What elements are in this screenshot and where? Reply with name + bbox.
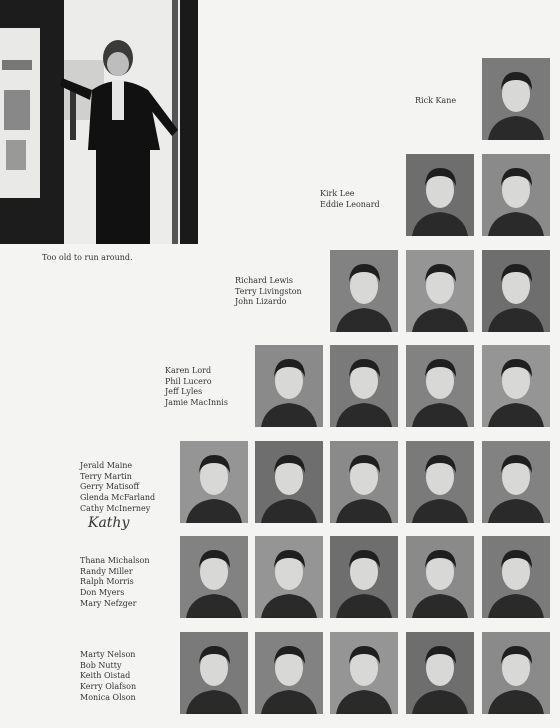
student-portrait [406, 154, 474, 236]
portrait-image [406, 441, 474, 523]
names-row-4 [165, 366, 228, 409]
student-name: Terry Livingston [235, 286, 302, 296]
candid-caption: Too old to run around. [42, 253, 133, 262]
student-portrait [406, 632, 474, 714]
portrait-image [482, 154, 550, 236]
signature-kathy: Kathy [88, 515, 130, 531]
student-name: Glenda McFarland [80, 493, 156, 503]
student-name: Cathy McInerney [80, 503, 151, 513]
student-name: Kerry Olafson [80, 682, 137, 692]
student-name: Jamie MacInnis [165, 398, 228, 408]
student-portrait [482, 441, 550, 523]
portrait-image [330, 345, 398, 427]
student-portrait [180, 632, 248, 714]
student-name: Rick Kane [415, 96, 457, 105]
portrait-image [330, 441, 398, 523]
student-portrait [482, 345, 550, 427]
names-row-5 [80, 461, 155, 515]
student-name: Eddie Leonard [320, 199, 380, 209]
candid-photo [0, 0, 198, 244]
portrait-image [330, 632, 398, 714]
portrait-image [180, 536, 248, 618]
student-portrait [406, 345, 474, 427]
portrait-image [330, 536, 398, 618]
student-portrait [330, 250, 398, 332]
names-row-2 [320, 189, 380, 210]
portrait-image [482, 250, 550, 332]
student-portrait [482, 250, 550, 332]
student-portrait [330, 632, 398, 714]
portrait-image [482, 536, 550, 618]
names-row-3 [235, 276, 302, 308]
names-row-6 [80, 556, 150, 610]
student-name: Keith Oistad [80, 671, 131, 681]
student-name: Mary Nefzger [80, 598, 137, 608]
student-name: Randy Miller [80, 566, 133, 576]
student-portrait [482, 154, 550, 236]
student-portrait [482, 536, 550, 618]
student-name: Kirk Lee [320, 189, 355, 198]
student-name: Ralph Morris [80, 577, 134, 587]
portrait-image [255, 632, 323, 714]
student-name: Karen Lord [165, 366, 212, 375]
student-portrait [255, 441, 323, 523]
student-portrait [330, 536, 398, 618]
student-portrait [406, 250, 474, 332]
student-name: Monica Olson [80, 692, 136, 702]
portrait-image [482, 345, 550, 427]
student-portrait [482, 632, 550, 714]
student-name: John Lizardo [235, 297, 287, 307]
student-portrait [406, 441, 474, 523]
student-portrait [255, 536, 323, 618]
student-portrait [180, 536, 248, 618]
portrait-image [406, 250, 474, 332]
portrait-image [330, 250, 398, 332]
portrait-image [406, 154, 474, 236]
portrait-image [482, 632, 550, 714]
candid-photo-image [0, 0, 198, 244]
portrait-image [255, 345, 323, 427]
portrait-image [180, 632, 248, 714]
names-row-1 [415, 96, 456, 107]
student-portrait [482, 58, 550, 140]
student-portrait [255, 345, 323, 427]
portrait-image [406, 345, 474, 427]
portrait-image [406, 632, 474, 714]
student-portrait [180, 441, 248, 523]
names-row-7 [80, 650, 136, 704]
student-name: Richard Lewis [235, 276, 294, 285]
student-portrait [330, 345, 398, 427]
student-name: Marty Nelson [80, 650, 136, 659]
student-name: Phil Lucero [165, 376, 212, 386]
portrait-image [482, 58, 550, 140]
student-name: Terry Martin [80, 471, 132, 481]
student-name: Gerry Matisoff [80, 482, 140, 492]
student-name: Don Myers [80, 588, 125, 598]
student-name: Bob Nutty [80, 660, 122, 670]
student-portrait [406, 536, 474, 618]
student-portrait [255, 632, 323, 714]
student-name: Jeff Lyles [165, 387, 203, 397]
student-portrait [330, 441, 398, 523]
portrait-image [406, 536, 474, 618]
portrait-image [255, 536, 323, 618]
portrait-image [180, 441, 248, 523]
student-name: Thana Michalson [80, 556, 150, 565]
student-name: Jerald Maine [80, 461, 133, 470]
portrait-image [255, 441, 323, 523]
portrait-image [482, 441, 550, 523]
